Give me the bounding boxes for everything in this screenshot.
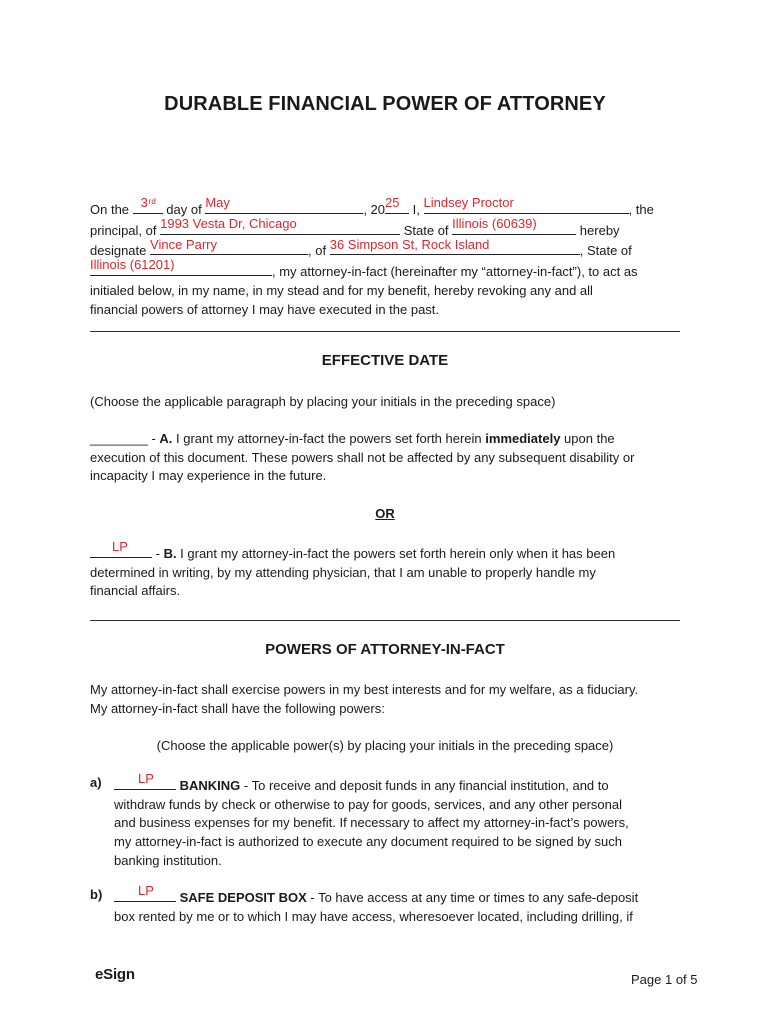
document-title: DURABLE FINANCIAL POWER OF ATTORNEY (164, 93, 606, 115)
intro-paragraph: On the 3 rd day of May , 20 25 I, Lindsey Proctor , the principal, of 1993 Vesta Dr, Chicago State of Illinois (60639) hereby designate Vince Parry , of 36 Simpson St, Rock Island , State of Illinois (61201) , my attorney-in-fact (hereinafter my “attorney-in-fact”), to act as initialed below, in my name, in my stead and for my benefit, hereby revoking any and all financial powers of attorney I may have executed in the past. (90, 195, 654, 317)
page-number: Page 1 of 5 (631, 972, 698, 987)
section-divider (90, 620, 680, 621)
principal-state-field[interactable]: Illinois (60639) (452, 220, 576, 235)
principal-address-field[interactable]: 1993 Vesta Dr, Chicago (160, 220, 400, 235)
power-item-banking: LP BANKING - To receive and deposit funds in any financial institution, and to withdraw funds by check or otherwise to pay for goods, services, and any other personal and business expenses for my benefit. If necessary to affect my attorney-in-fact’s powers, my attorney-in-fact is authorized to execute any document required to be signed by such banking institution. (114, 771, 629, 868)
or-separator: OR (375, 506, 395, 521)
option-a-paragraph: ________ - A. I grant my attorney-in-fact the powers set forth herein immediately upon the execution of this document. These powers shall not be affected by any subsequent disability or incapacity I may experience in the future. (90, 431, 635, 484)
powers-intro: My attorney-in-fact shall exercise powers in my best interests and for my welfare, as a fiduciary. My attorney-in-fact shall have the following powers: (90, 682, 639, 716)
day-field[interactable]: 3 rd (133, 199, 163, 214)
safe-deposit-initials-field[interactable]: LP (114, 887, 176, 902)
effective-date-heading: EFFECTIVE DATE (321, 352, 449, 369)
section-divider (90, 331, 680, 332)
principal-name-field[interactable]: Lindsey Proctor (424, 199, 629, 214)
option-b-paragraph: LP - B. I grant my attorney-in-fact the powers set forth herein only when it has been determined in writing, by my attending physician, that I am unable to properly handle my financial affairs. (90, 539, 616, 599)
powers-heading: POWERS OF ATTORNEY-IN-FACT (265, 641, 505, 658)
power-item-label: b) (90, 887, 103, 902)
power-item-label: a) (90, 775, 102, 790)
year-field[interactable]: 25 (385, 199, 409, 214)
option-b-initials-field[interactable]: LP (90, 543, 152, 558)
agent-state-field[interactable]: Illinois (61201) (90, 261, 272, 276)
month-field[interactable]: May (205, 199, 363, 214)
effective-instruction: (Choose the applicable paragraph by placing your initials in the preceding space) (90, 394, 556, 409)
power-item-safe-deposit: LP SAFE DEPOSIT BOX - To have access at any time or times to any safe-deposit box rented by me or to which I may have access, wheresoever located, including drilling, if (114, 883, 639, 924)
agent-address-field[interactable]: 36 Simpson St, Rock Island (330, 240, 580, 255)
option-a-initials-field[interactable]: ________ (90, 431, 148, 446)
agent-name-field[interactable]: Vince Parry (150, 240, 308, 255)
powers-instruction: (Choose the applicable power(s) by placing your initials in the preceding space) (156, 738, 614, 753)
esign-logo: eSign (95, 966, 135, 983)
banking-initials-field[interactable]: LP (114, 775, 176, 790)
